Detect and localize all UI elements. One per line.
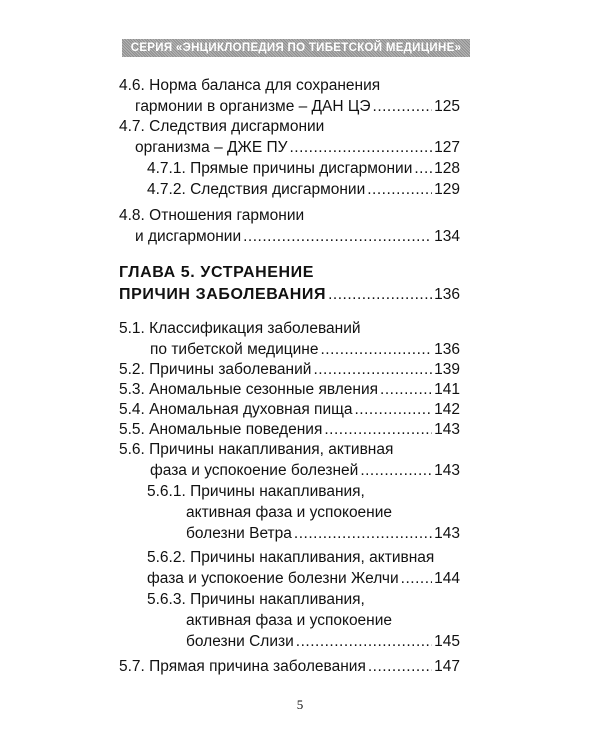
- dot-leader: [354, 400, 432, 420]
- toc-entry-5-6: [150, 461, 460, 481]
- toc-entry-4-7-line2: организма – ДЖЕ ПУ: [135, 139, 288, 156]
- toc-entry-5-6-line1: 5.6. Причины накапливания, активная: [119, 441, 394, 458]
- page-ref-chapter-5: 136: [434, 286, 460, 303]
- toc-entry-4-6-line1: 4.6. Норма баланса для сохранения: [119, 77, 381, 94]
- toc-entry-5-1-line1: 5.1. Классификация заболеваний: [119, 320, 361, 337]
- page-ref-4-7-2: 129: [434, 181, 460, 198]
- page-ref-5-3: 141: [434, 381, 460, 398]
- page-ref-4-7-1: 128: [434, 160, 460, 177]
- toc-entry-4-7-2: [147, 180, 460, 200]
- toc-entry-5-2: [119, 360, 460, 380]
- toc-entry-4-7-2-title: 4.7.2. Следствия дисгармонии: [147, 181, 366, 198]
- dot-leader: [296, 632, 432, 652]
- toc-entry-4-7: [135, 138, 460, 158]
- toc-entry-4-8-line2: и дисгармонии: [135, 228, 242, 245]
- toc-entry-5-2-title: 5.2. Причины заболеваний: [119, 361, 312, 378]
- page-ref-4-6: 125: [434, 98, 460, 115]
- series-title: СЕРИЯ «ЭНЦИКЛОПЕДИЯ ПО ТИБЕТСКОЙ МЕДИЦИНЕ»: [130, 42, 462, 54]
- toc-entry-5-6-1-line3: болезни Ветра: [186, 525, 292, 542]
- toc-entry-4-6-line2: гармонии в организме – ДАН ЦЭ: [135, 98, 371, 115]
- toc-entry-5-3: [119, 380, 460, 400]
- page-ref-5-6: 143: [434, 462, 460, 479]
- toc-entry-5-5-title: 5.5. Аномальные поведения: [119, 421, 323, 438]
- page-ref-4-8: 134: [434, 228, 460, 245]
- page-ref-5-1: 136: [434, 341, 460, 358]
- page-ref-5-6-3: 145: [434, 633, 460, 650]
- toc-entry-5-7: [119, 657, 460, 677]
- dot-leader: [401, 569, 432, 589]
- toc-entry-5-4-title: 5.4. Аномальная духовная пища: [119, 401, 353, 418]
- toc-entry-5-6-3-line1: 5.6.3. Причины накапливания,: [147, 591, 365, 608]
- toc-entry-5-6-3-line3: болезни Слизи: [186, 633, 294, 650]
- dot-leader: [380, 380, 432, 400]
- dot-leader: [360, 461, 432, 481]
- dot-leader: [313, 360, 432, 380]
- dot-leader: [243, 227, 432, 247]
- dot-leader: [414, 159, 432, 179]
- toc-entry-5-6-line2: фаза и успокоение болезней: [150, 462, 359, 479]
- toc-entry-5-6-2-line1: 5.6.2. Причины накапливания, активная: [147, 549, 435, 566]
- toc-entry-5-1: [150, 340, 460, 360]
- toc-entry-5-6-1-line1: 5.6.1. Причины накапливания,: [147, 483, 365, 500]
- toc-entry-5-1-line2: по тибетской медицине: [150, 341, 319, 358]
- toc-entry-5-6-3-line2: активная фаза и успокоение: [186, 612, 393, 629]
- chapter-5-entry: [119, 285, 460, 305]
- page-number: 5: [296, 697, 304, 712]
- toc-entry-5-6-1: [186, 524, 460, 544]
- series-header-band: [122, 39, 470, 57]
- toc-entry-4-7-line1: 4.7. Следствия дисгармонии: [119, 118, 325, 135]
- toc-entry-5-6-2: [147, 569, 460, 589]
- page-ref-5-7: 147: [434, 658, 460, 675]
- page-ref-5-6-1: 143: [434, 525, 460, 542]
- toc-entry-4-8: [135, 227, 460, 247]
- toc-entry-5-7-title: 5.7. Прямая причина заболевания: [119, 658, 366, 675]
- toc-entry-5-6-3: [186, 632, 460, 652]
- toc-entry-4-7-1: [147, 159, 460, 179]
- page-ref-5-6-2: 144: [434, 570, 460, 587]
- toc-entry-5-3-title: 5.3. Аномальные сезонные явления: [119, 381, 379, 398]
- chapter-5-heading-line1: ГЛАВА 5. УСТРАНЕНИЕ: [119, 264, 315, 281]
- chapter-5-heading-line2: ПРИЧИН ЗАБОЛЕВАНИЯ: [119, 286, 327, 303]
- toc-entry-4-8-line1: 4.8. Отношения гармонии: [119, 207, 305, 224]
- page-ref-5-4: 142: [434, 401, 460, 418]
- dot-leader: [368, 657, 432, 677]
- dot-leader: [320, 340, 432, 360]
- page-ref-4-7: 127: [434, 139, 460, 156]
- toc-entry-5-6-1-line2: активная фаза и успокоение: [186, 504, 393, 521]
- toc-entry-4-6: [135, 97, 460, 117]
- toc-entry-4-7-1-title: 4.7.1. Прямые причины дисгармонии: [147, 160, 413, 177]
- toc-entry-5-4: [119, 400, 460, 420]
- dot-leader: [367, 180, 432, 200]
- toc-entry-5-6-2-line2: фаза и успокоение болезни Желчи: [147, 570, 399, 587]
- dot-leader: [373, 97, 433, 117]
- dot-leader: [328, 285, 432, 305]
- toc-entry-5-5: [119, 420, 460, 440]
- page-ref-5-5: 143: [434, 421, 460, 438]
- dot-leader: [289, 138, 432, 158]
- dot-leader: [294, 524, 432, 544]
- dot-leader: [324, 420, 432, 440]
- page-ref-5-2: 139: [434, 361, 460, 378]
